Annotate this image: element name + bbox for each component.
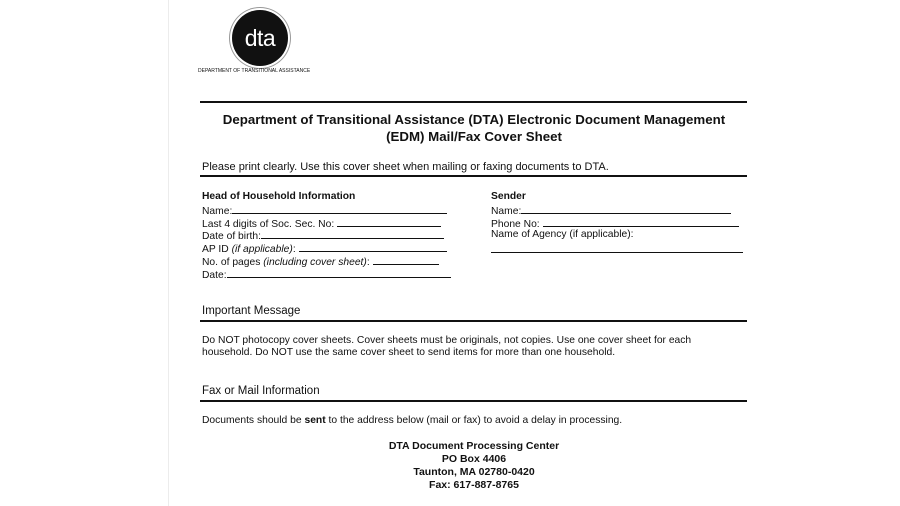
address-line2: PO Box 4406 (441, 453, 507, 465)
sender-agency-blank[interactable] (491, 252, 743, 253)
household-ssn-blank[interactable] (337, 217, 441, 227)
processing-center-address (200, 440, 748, 492)
instruction-rule (200, 175, 747, 177)
household-date-blank[interactable] (227, 268, 451, 278)
address-line1: DTA Document Processing Center (388, 440, 560, 452)
household-apid-blank[interactable] (299, 242, 447, 252)
faxmail-text-after: to the address below (mail or fax) to avoid a delay in processing. (325, 415, 623, 426)
logo-caption: DEPARTMENT OF TRANSITIONAL ASSISTANCE (198, 68, 311, 74)
faxmail-heading: Fax or Mail Information (202, 385, 320, 397)
household-apid-note: (if applicable) (231, 244, 293, 255)
sender-heading: Sender (491, 191, 526, 202)
important-line1: Do NOT photocopy cover sheets. Cover sheets must be originals, not copies. Use one cover sheet for each (202, 335, 692, 346)
household-pages-colon: : (366, 257, 370, 268)
household-date-label: Date: (202, 270, 227, 281)
sender-name-blank[interactable] (521, 204, 731, 214)
important-heading: Important Message (202, 305, 301, 317)
logo-mark: dta (244, 24, 276, 51)
household-date-field[interactable] (202, 268, 451, 283)
important-line2: household. Do NOT use the same cover sheet to send items for more than one household. (202, 347, 616, 358)
household-heading: Head of Household Information (202, 191, 356, 202)
household-name-label: Name: (202, 206, 233, 217)
form-title (200, 111, 748, 145)
sender-agency-label: Name of Agency (if applicable): (491, 229, 634, 240)
dta-logo (232, 10, 288, 66)
instruction-text: Please print clearly. Use this cover sheet when mailing or faxing documents to DTA. (202, 161, 609, 173)
household-dob-label: Date of birth: (202, 231, 261, 242)
sender-name-label: Name: (491, 206, 522, 217)
household-ssn-label: Last 4 digits of Soc. Sec. No: (202, 219, 335, 230)
sender-phone-label: Phone No: (491, 219, 540, 230)
household-apid-label: AP ID (202, 244, 232, 255)
household-pages-blank[interactable] (373, 255, 439, 265)
sender-phone-blank[interactable] (543, 217, 739, 227)
title-top-rule (200, 101, 747, 103)
address-fax: Fax: 617-887-8765 (429, 479, 519, 491)
household-pages-label: No. of pages (202, 257, 264, 268)
household-name-blank[interactable] (232, 204, 447, 214)
household-dob-blank[interactable] (261, 229, 444, 239)
important-rule (200, 320, 747, 322)
household-apid-colon: : (292, 244, 296, 255)
faxmail-text-before: Documents should be (202, 415, 305, 426)
faxmail-instruction (202, 415, 622, 428)
faxmail-text-bold: sent (304, 415, 326, 426)
faxmail-rule (200, 400, 747, 402)
address-line3: Taunton, MA 02780-0420 (413, 466, 535, 478)
form-title-line2: (EDM) Mail/Fax Cover Sheet (386, 129, 562, 144)
sender-agency-field[interactable] (491, 229, 634, 242)
household-pages-note: (including cover sheet) (263, 257, 367, 268)
form-title-line1: Department of Transitional Assistance (DTA) Electronic Document Management (222, 112, 726, 127)
